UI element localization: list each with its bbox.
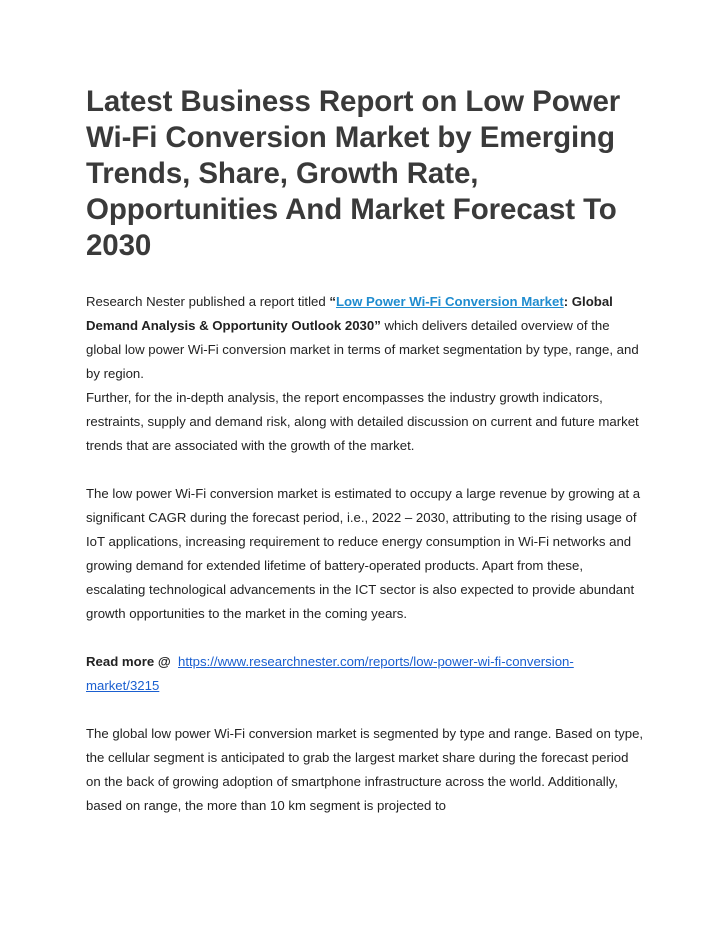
report-subtitle: : Global Demand Analysis & Opportunity Outlook 2030” xyxy=(86,294,613,333)
intro-paragraph xyxy=(86,290,646,386)
document-page xyxy=(86,84,646,818)
read-more-paragraph xyxy=(86,650,646,698)
document-title: Latest Business Report on Low Power Wi-Fi Conversion Market by Emerging Trends, Share, Growth Rate, Opportunities And Market Forecast To 2030 xyxy=(86,85,621,262)
paragraph-spacer xyxy=(86,458,646,482)
intro-suffix: which delivers detailed overview of the global low power Wi-Fi conversion market in terms of market segmentation by type, range, and by region. xyxy=(86,318,639,381)
read-more-label: Read more @ xyxy=(86,654,171,669)
report-title-link[interactable]: Low Power Wi-Fi Conversion Market xyxy=(335,294,564,309)
further-paragraph: Further, for the in-depth analysis, the report encompasses the industry growth indicators, restraints, supply and demand risk, along with detailed discussion on current and future market trends that are associated with the growth of the market. xyxy=(86,390,639,453)
intro-prefix: Research Nester published a report titled xyxy=(86,294,330,309)
quote-open: “ xyxy=(329,294,336,309)
paragraph-spacer xyxy=(86,698,646,722)
paragraph-spacer xyxy=(86,626,646,650)
segments-paragraph: The global low power Wi-Fi conversion market is segmented by type and range. Based on type, the cellular segment is anticipated to grab the largest market share during the forecast period on the back of growing adoption of smartphone infrastructure across the world. Additionally, based on range, the more than 10 km segment is projected to xyxy=(86,726,644,813)
report-url-link[interactable]: https://www.researchnester.com/reports/low-power-wi-fi-conversion-market/3215 xyxy=(86,654,574,693)
market-paragraph: The low power Wi-Fi conversion market is estimated to occupy a large revenue by growing at a significant CAGR during the forecast period, i.e., 2022 – 2030, attributing to the rising usage of IoT applications, increasing requirement to reduce energy consumption in Wi-Fi networks and growing demand for extended lifetime of battery-operated products. Apart from these, escalating technological advancements in the ICT sector is also expected to provide abundant growth opportunities to the market in the coming years. xyxy=(86,486,641,621)
